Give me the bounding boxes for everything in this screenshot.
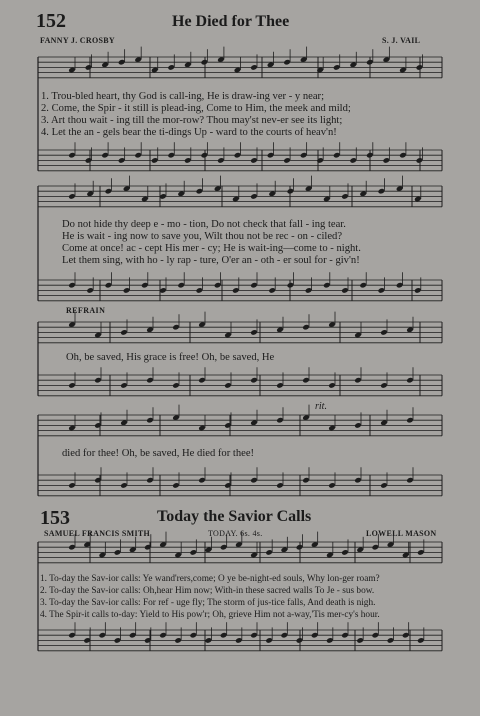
verse-line: 2. To-day the Sav-ior calls: Oh,hear Him now; With-in these sacred walls To Je - sus bow. (40, 586, 375, 596)
hymn-number: 153 (40, 507, 70, 529)
tune-name: TODAY. 6s. 4s. (208, 529, 263, 538)
verse-line: Let them sing, with ho - ly rap - ture, O'er an - oth - er soul for - giv'n! (62, 255, 360, 266)
composer-credit: LOWELL MASON (366, 529, 437, 538)
verse-line: 2. Come, the Spir - it still is plead-ing, Come to Him, the meek and mild; (41, 103, 351, 114)
hymn-number: 152 (36, 10, 66, 32)
hymn-title: He Died for Thee (172, 13, 290, 30)
refrain-label: REFRAIN (66, 306, 106, 315)
refrain-line: died for thee! Oh, be saved, He died for thee! (62, 448, 255, 459)
composer-credit: S. J. VAIL (382, 36, 421, 45)
verse-line: Come at once! ac - cept His mer - cy; He is wait-ing—come to - night. (62, 243, 361, 254)
author-credit: SAMUEL FRANCIS SMITH (44, 529, 151, 538)
hymn-title: Today the Savior Calls (157, 508, 312, 525)
author-credit: FANNY J. CROSBY (40, 36, 115, 45)
verse-line: He is wait - ing now to save you, Wilt thou not be rec - on - ciled? (62, 231, 343, 242)
verse-line: 4. The Spir-it calls to-day: Yield to His pow'r; Oh, grieve Him not a-way,'Tis mer-cy's hour. (40, 610, 380, 620)
verse-line: Do not hide thy deep e - mo - tion, Do not check that fall - ing tear. (62, 219, 346, 230)
verse-line: 3. To-day the Sav-ior calls: For ref - uge fly; The storm of jus-tice falls, And death is nigh. (40, 598, 376, 608)
verse-line: 1. To-day the Sav-ior calls: Ye wand'rers,come; O ye be-night-ed souls, Why lon-ger roam? (40, 574, 380, 584)
verse-line: 1. Trou-bled heart, thy God is call-ing, He is draw-ing ver - y near; (41, 91, 325, 102)
ritardando-mark: rit. (315, 401, 327, 412)
verse-line: 3. Art thou wait - ing till the mor-row? Thou may'st nev-er see its light; (41, 115, 343, 126)
verse-line: 4. Let the an - gels bear the ti-dings Up - ward to the courts of heav'n! (41, 127, 337, 138)
refrain-line: Oh, be saved, His grace is free! Oh, be saved, He (66, 352, 275, 363)
